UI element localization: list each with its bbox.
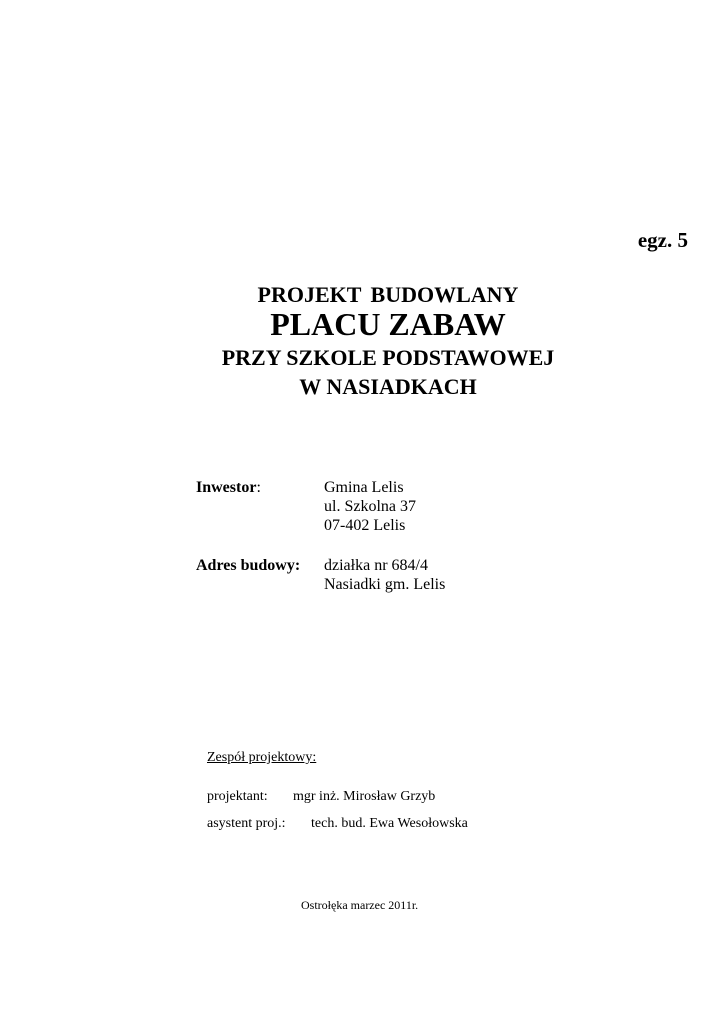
investor-name: Gmina Lelis: [324, 479, 404, 496]
investor-street: ul. Szkolna 37: [324, 498, 416, 515]
investor-label: [196, 479, 261, 497]
place-and-date: Ostrołęka marzec 2011r.: [301, 898, 419, 912]
copy-number: egz. 5: [637, 228, 688, 252]
team-member-row: [207, 816, 468, 832]
investor-label-colon: :: [256, 479, 261, 496]
team-member-row: [207, 789, 435, 805]
site-address-label: Adres budowy:: [196, 557, 301, 574]
title-location-2: W NASIADKACH: [299, 374, 477, 399]
title-location-1: PRZY SZKOLE PODSTAWOWEJ: [221, 345, 555, 370]
team-member-person: mgr inż. Mirosław Grzyb: [293, 789, 436, 804]
title-main: PLACU ZABAW: [270, 306, 506, 342]
site-locality: Nasiadki gm. Lelis: [324, 576, 446, 593]
site-plot: działka nr 684/4: [324, 557, 428, 574]
team-member-person: tech. bud. Ewa Wesołowska: [311, 816, 468, 831]
team-member-role: projektant:: [207, 789, 268, 804]
investor-label-text: Inwestor: [196, 479, 257, 496]
team-heading: Zespół projektowy:: [207, 750, 317, 765]
title-project-type: PROJEKT BUDOWLANY: [257, 282, 519, 307]
team-member-role: asystent proj.:: [207, 816, 286, 831]
investor-postal: 07-402 Lelis: [324, 517, 406, 534]
